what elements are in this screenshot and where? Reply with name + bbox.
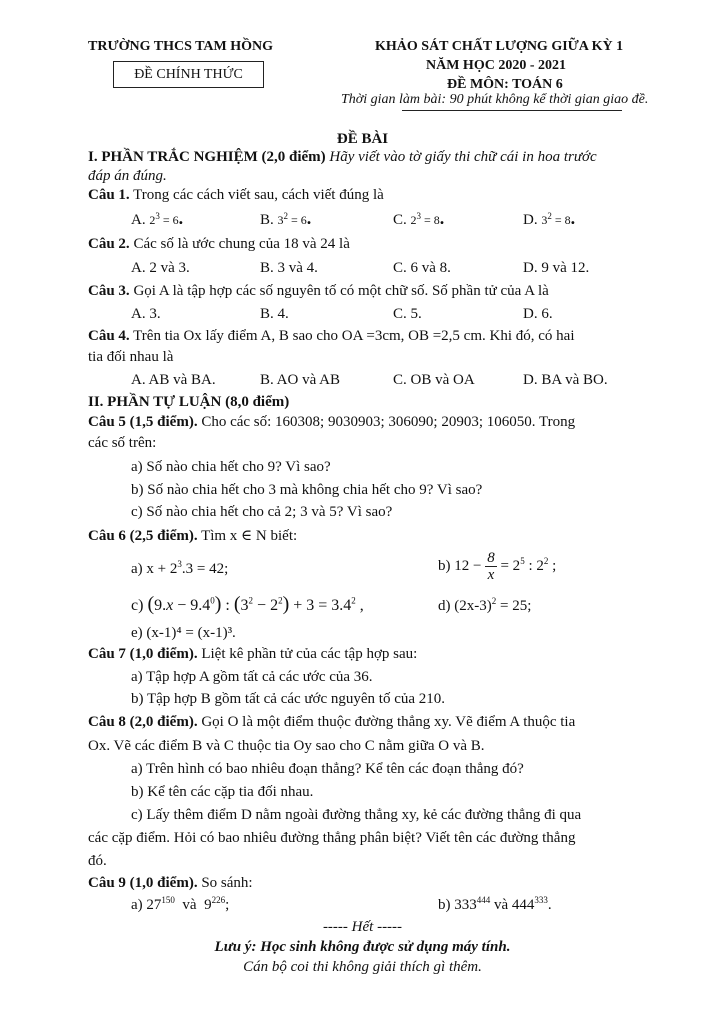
q6-part-b: b) 12 − $\frac{8}{x}$ = $2^5$ : $2^2$ ; bbox=[438, 550, 557, 583]
q4-option-d: D. BA và BO. bbox=[523, 372, 608, 388]
page-title: ĐỀ BÀI bbox=[336, 131, 389, 147]
question-9: Câu 9 (1,0 điểm). So sánh: bbox=[88, 875, 253, 891]
header-underline bbox=[402, 110, 622, 111]
q3-option-b: B. 4. bbox=[260, 306, 289, 322]
question-8: Câu 8 (2,0 điểm). Gọi O là một điểm thuộc đường thẳng xy. Vẽ điểm A thuộc tia bbox=[88, 714, 576, 730]
q1-option-c: C. $2^3 = 8$. bbox=[393, 208, 445, 228]
q2-option-a: A. 2 và 3. bbox=[131, 260, 190, 276]
q5-part-c: c) Số nào chia hết cho cả 2; 3 và 5? Vì sao? bbox=[131, 504, 393, 520]
q7-part-a: a) Tập hợp A gồm tất cả các ước của 36. bbox=[131, 669, 373, 685]
note-no-calculator: Lưu ý: Học sinh không được sử dụng máy tính. bbox=[214, 939, 511, 955]
q6-part-c: c) $(9.x - 9.4^0)$ : $(3^2 - 2^2) + 3 = 3.4^2$ , bbox=[131, 593, 364, 615]
question-5: Câu 5 (1,5 điểm). Cho các số: 160308; 9030903; 306090; 20903; 106050. Trong bbox=[88, 414, 576, 430]
q3-option-c: C. 5. bbox=[393, 306, 422, 322]
q2-option-d: D. 9 và 12. bbox=[523, 260, 590, 276]
q1-option-b: B. $3^2 = 6$. bbox=[260, 208, 312, 228]
question-7: Câu 7 (1,0 điểm). Liệt kê phần tử của các tập hợp sau: bbox=[88, 646, 418, 662]
school-year: NĂM HỌC 2020 - 2021 bbox=[426, 58, 566, 73]
exam-time: Thời gian làm bài: 90 phút không kể thời gian giao đề. bbox=[341, 92, 649, 107]
exam-title: KHẢO SÁT CHẤT LƯỢNG GIỮA KỲ 1 bbox=[375, 39, 624, 54]
question-1: Câu 1. Trong các cách viết sau, cách viết đúng là bbox=[88, 187, 384, 203]
question-4-cont: tia đối nhau là bbox=[88, 349, 174, 365]
q3-option-a: A. 3. bbox=[131, 306, 161, 322]
q7-part-b: b) Tập hợp B gồm tất cả các ước nguyên tố của 210. bbox=[131, 691, 446, 707]
q8-part-c: c) Lấy thêm điểm D nằm ngoài đường thẳng xy, kẻ các đường thẳng đi qua bbox=[131, 807, 582, 823]
q1-option-a: A. $2^3 = 6$. bbox=[131, 208, 184, 228]
q6-part-d: d) $(2x-3)^2 = 25$; bbox=[438, 596, 532, 614]
q1-option-d: D. $3^2 = 8$. bbox=[523, 208, 576, 228]
q2-option-b: B. 3 và 4. bbox=[260, 260, 318, 276]
exam-subject: ĐỀ MÔN: TOÁN 6 bbox=[447, 77, 563, 92]
question-2: Câu 2. Các số là ước chung của 18 và 24 là bbox=[88, 236, 350, 252]
official-stamp-box: ĐỀ CHÍNH THỨC bbox=[113, 61, 264, 88]
q8-part-c-cont: các cặp điểm. Hỏi có bao nhiêu đường thẳng phân biệt? Viết tên các đường thẳng bbox=[88, 830, 576, 846]
question-4: Câu 4. Trên tia Ox lấy điểm A, B sao cho OA =3cm, OB =2,5 cm. Khi đó, có hai bbox=[88, 328, 575, 344]
q6-part-e: e) (x-1)⁴ = (x-1)³. bbox=[131, 625, 236, 641]
q8-part-a: a) Trên hình có bao nhiêu đoạn thẳng? Kể tên các đoạn thẳng đó? bbox=[131, 761, 524, 777]
question-8-cont: Ox. Vẽ các điểm B và C thuộc tia Oy sao cho C nằm giữa O và B. bbox=[88, 738, 485, 754]
question-6: Câu 6 (2,5 điểm). Tìm x ∈ N biết: bbox=[88, 528, 298, 544]
note-no-explanation: Cán bộ coi thi không giải thích gì thêm. bbox=[243, 959, 482, 975]
q9-part-a: a) $27^{150}$ và $9^{226}$; bbox=[131, 895, 230, 913]
q3-option-d: D. 6. bbox=[523, 306, 553, 322]
q4-option-a: A. AB và BA. bbox=[131, 372, 216, 388]
question-5-cont: các số trên: bbox=[88, 435, 157, 451]
q4-option-c: C. OB và OA bbox=[393, 372, 475, 388]
q8-part-b: b) Kể tên các cặp tia đối nhau. bbox=[131, 784, 314, 800]
q8-part-c-end: đó. bbox=[88, 853, 107, 869]
q6-part-a: a) $x + 2^3.3 = 42$; bbox=[131, 559, 229, 577]
question-3: Câu 3. Gọi A là tập hợp các số nguyên tố có một chữ số. Số phần tử của A là bbox=[88, 283, 549, 299]
q4-option-b: B. AO và AB bbox=[260, 372, 341, 388]
q9-part-b: b) $333^{444}$ và $444^{333}$. bbox=[438, 895, 552, 913]
q5-part-a: a) Số nào chia hết cho 9? Vì sao? bbox=[131, 459, 331, 475]
part1-heading-cont: đáp án đúng. bbox=[88, 168, 167, 184]
q2-option-c: C. 6 và 8. bbox=[393, 260, 451, 276]
part1-heading: I. PHẦN TRẮC NGHIỆM (2,0 điểm) Hãy viết vào tờ giấy thi chữ cái in hoa trước bbox=[88, 149, 597, 165]
end-marker: ----- Hết ----- bbox=[322, 919, 403, 935]
part2-heading: II. PHẦN TỰ LUẬN (8,0 điểm) bbox=[88, 394, 290, 410]
school-name: TRƯỜNG THCS TAM HỒNG bbox=[88, 39, 274, 54]
q5-part-b: b) Số nào chia hết cho 3 mà không chia hết cho 9? Vì sao? bbox=[131, 482, 483, 498]
